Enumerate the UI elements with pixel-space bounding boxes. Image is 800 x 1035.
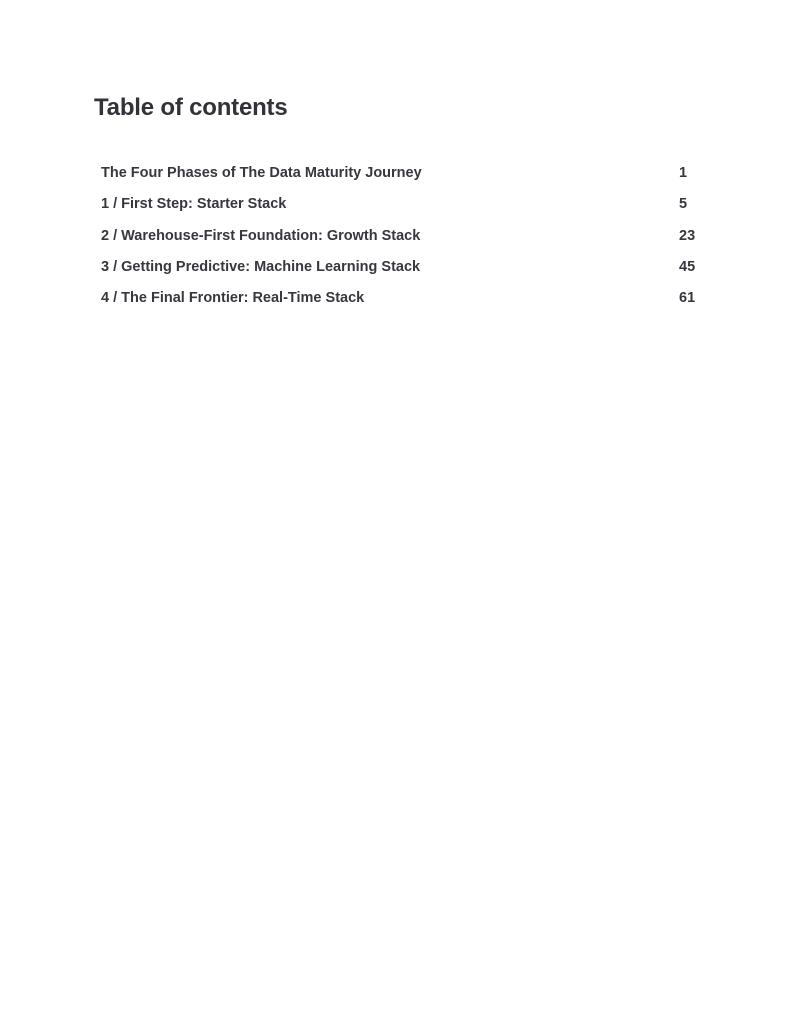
toc-entry-real-time-stack[interactable] — [101, 289, 701, 320]
toc-entry-label: The Four Phases of The Data Maturity Journey — [101, 165, 422, 181]
toc-list — [101, 164, 701, 320]
toc-entry-label: 1 / First Step: Starter Stack — [101, 196, 287, 213]
toc-entry-page-number: 1 — [679, 165, 688, 181]
toc-entry-page-number: 61 — [679, 290, 696, 307]
toc-entry-page-number: 23 — [679, 227, 696, 244]
toc-entry-label: 2 / Warehouse-First Foundation: Growth Stack — [101, 227, 421, 244]
toc-entry-growth-stack[interactable] — [101, 227, 701, 258]
toc-entry-label: 3 / Getting Predictive: Machine Learning Stack — [101, 258, 421, 275]
toc-entry-data-maturity-journey[interactable] — [101, 164, 701, 195]
toc-entry-page-number: 45 — [679, 258, 696, 275]
toc-entry-starter-stack[interactable] — [101, 195, 701, 226]
toc-entry-machine-learning-stack[interactable] — [101, 258, 701, 289]
page-title: Table of contents — [94, 94, 288, 121]
toc-entry-page-number: 5 — [679, 196, 688, 213]
toc-entry-label: 4 / The Final Frontier: Real-Time Stack — [101, 290, 365, 307]
